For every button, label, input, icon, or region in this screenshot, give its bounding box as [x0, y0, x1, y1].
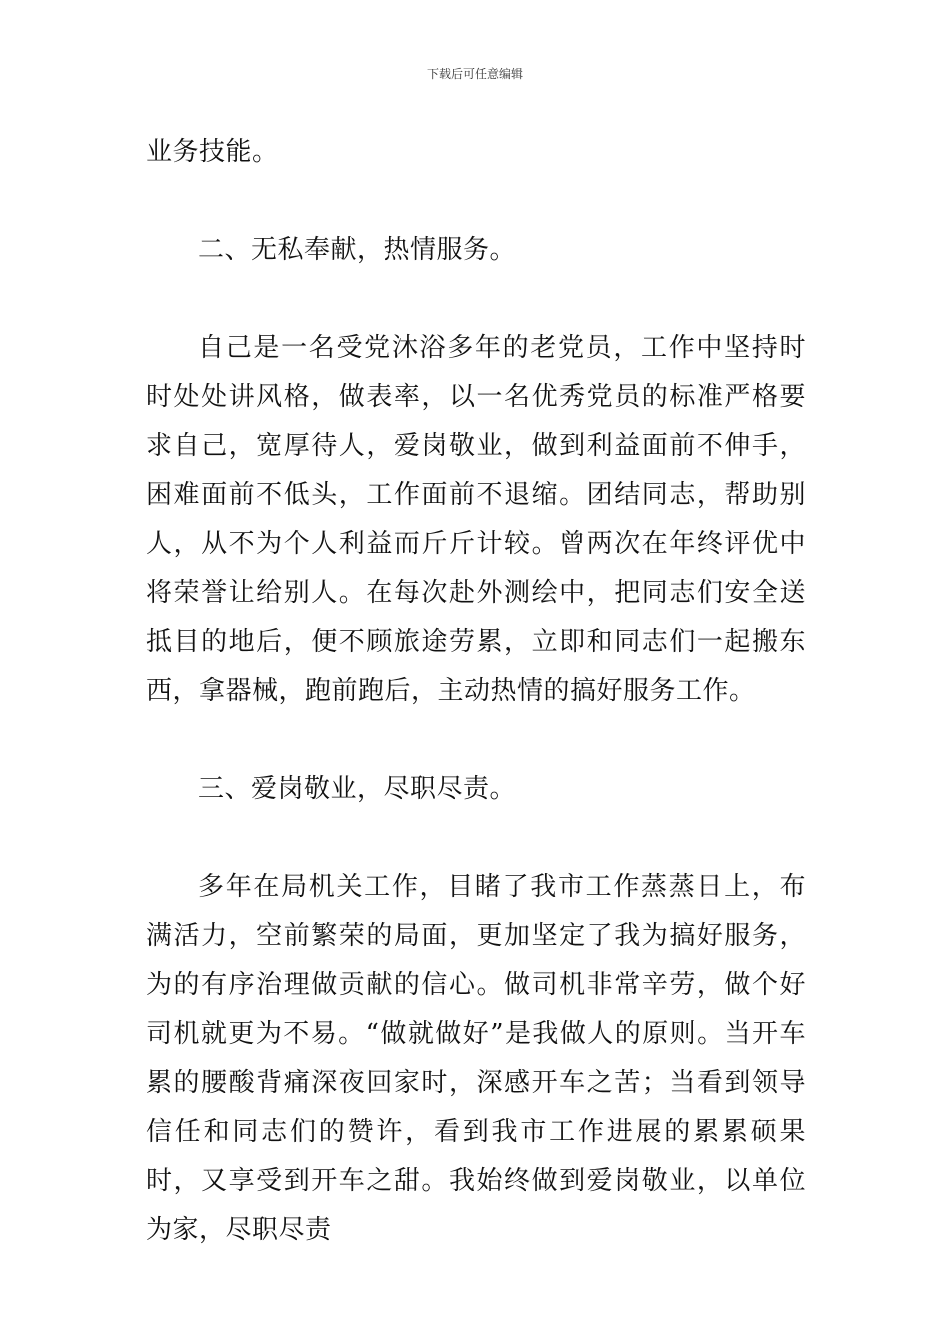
paragraph-body-2: 自己是一名受党沐浴多年的老党员，工作中坚持时时处处讲风格，做表率，以一名优秀党员的标准严格要求自己，宽厚待人，爱岗敬业，做到利益面前不伸手，困难面前不低头，工作面前不退缩。团结同志，帮助别人，从不为个人利益而斤斤计较。曾两次在年终评优中将荣誉让给别人。在每次赴外测绘中，把同志们安全送抵目的地后，便不顾旅途劳累，立即和同志们一起搬东西，拿器械，跑前跑后，主动热情的搞好服务工作。: [146, 333, 806, 706]
section-heading-3: 三、爱岗敬业，尽职尽责。: [198, 774, 517, 804]
paragraph-continuation: 业务技能。: [146, 137, 279, 167]
paragraph-body-3: 多年在局机关工作，目睹了我市工作蒸蒸日上，布满活力，空前繁荣的局面，更加坚定了我为搞好服务，为的有序治理做贡献的信心。做司机非常辛劳，做个好司机就更为不易。“做就做好”是我做人的原则。当开车累的腰酸背痛深夜回家时，深感开车之苦；当看到领导信任和同志们的赞许，看到我市工作进展的累累硕果时，又享受到开车之甜。我始终做到爱岗敬业，以单位为家，尽职尽责: [146, 872, 806, 1245]
page-header: 下载后可任意编辑: [426, 67, 523, 81]
section-heading-2: 二、无私奉献，热情服务。: [198, 235, 517, 265]
document-body: [146, 128, 806, 1255]
